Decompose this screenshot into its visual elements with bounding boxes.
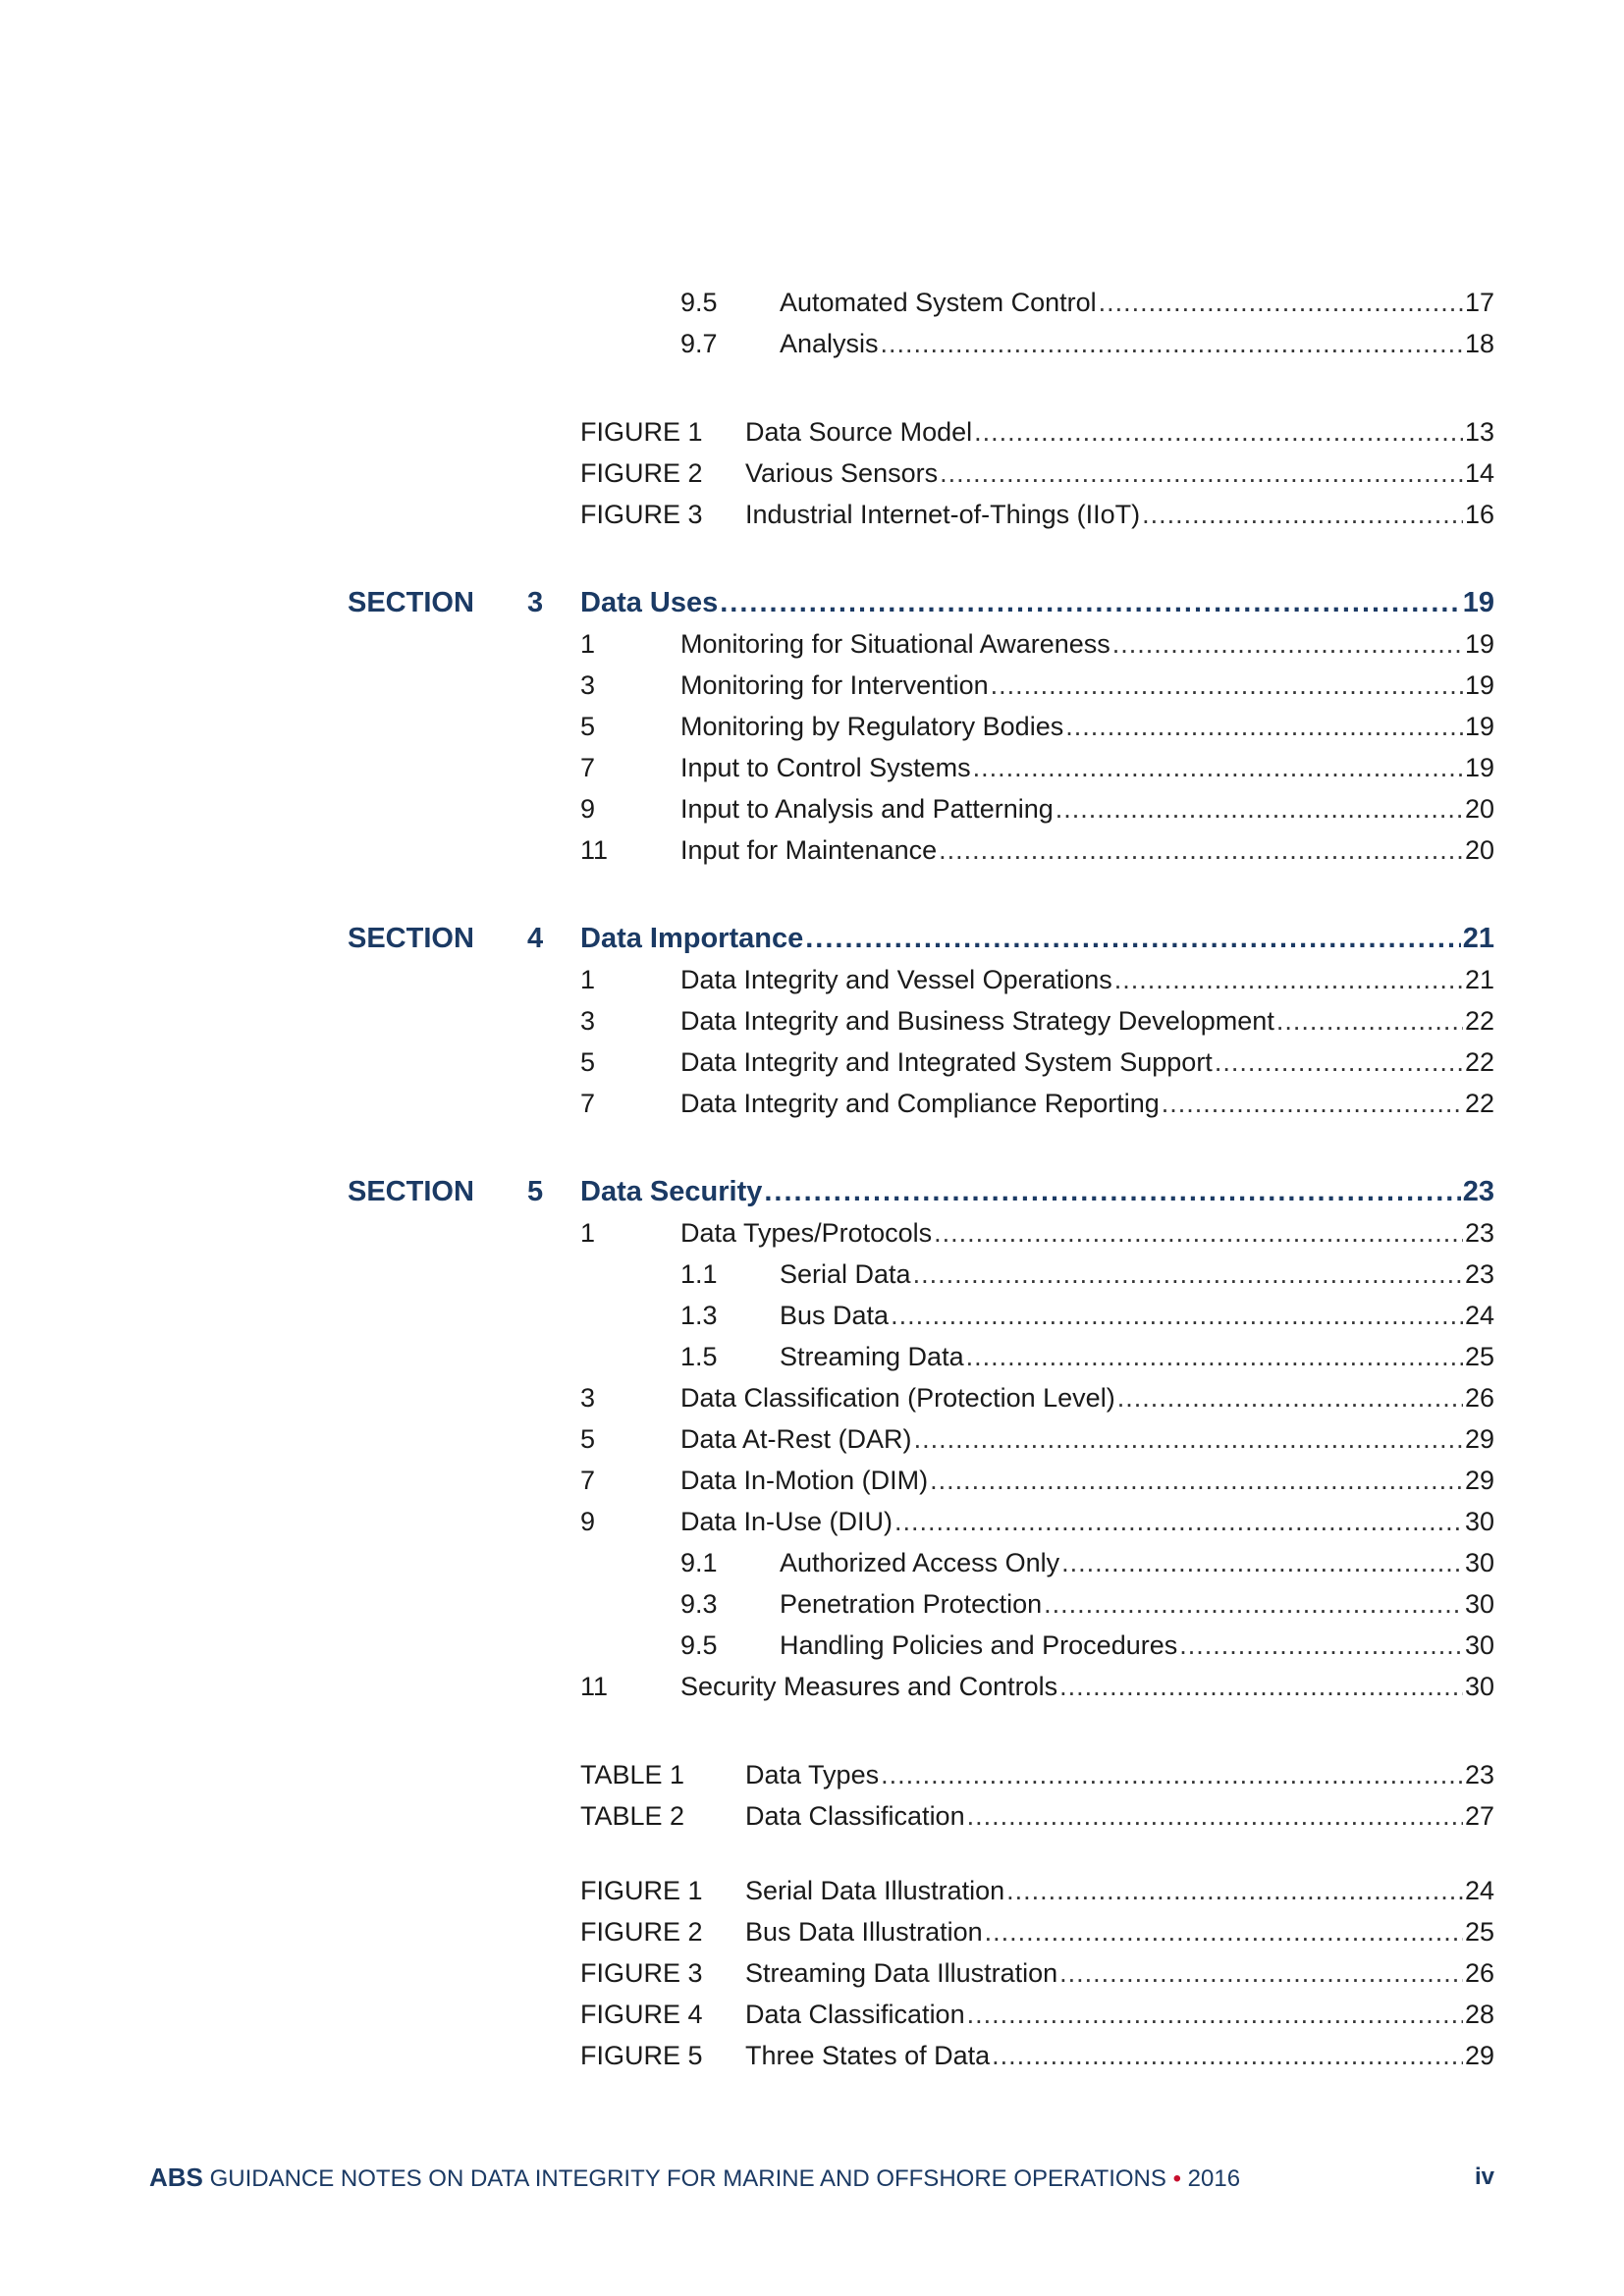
entry-title: Monitoring for Intervention: [680, 670, 989, 700]
entry-title: Data Classification (Protection Level): [680, 1383, 1115, 1413]
dot-leader: [1065, 707, 1463, 746]
entry-title: Streaming Data: [780, 1342, 964, 1371]
entry-number: FIGURE 3: [580, 500, 703, 529]
entry-number: 5: [580, 712, 596, 741]
dot-leader: [1112, 624, 1463, 664]
entry-title: Data Security: [580, 1176, 763, 1207]
dot-leader: [805, 919, 1461, 958]
entry-title: Handling Policies and Procedures: [780, 1630, 1178, 1660]
entry-link[interactable]: [745, 1995, 1494, 2034]
toc-entry-row: [0, 1667, 1624, 1706]
entry-title: Various Sensors: [745, 458, 939, 488]
entry-link[interactable]: [580, 583, 1494, 622]
dot-leader: [1142, 495, 1463, 534]
entry-link[interactable]: [680, 1667, 1494, 1706]
entry-page: 24: [1464, 1301, 1494, 1330]
entry-link[interactable]: [780, 1296, 1494, 1335]
dot-leader: [1117, 1378, 1463, 1417]
dot-leader: [720, 583, 1460, 622]
entry-link[interactable]: [745, 495, 1494, 534]
entry-page: 30: [1464, 1548, 1494, 1577]
toc-entry-row: [0, 1461, 1624, 1500]
toc-figure-row: [0, 1871, 1624, 1910]
entry-number: 11: [580, 835, 609, 865]
toc-entry-row: [0, 324, 1624, 363]
toc-figure-row: [0, 1912, 1624, 1951]
dot-leader: [891, 1296, 1463, 1335]
dot-leader: [764, 1172, 1460, 1211]
toc-section-row: [0, 919, 1624, 958]
entry-title: Data Source Model: [745, 417, 973, 447]
dot-leader: [985, 1912, 1463, 1951]
entry-page: 24: [1464, 1876, 1494, 1905]
dot-leader: [1044, 1584, 1463, 1624]
toc-entry-row: [0, 1337, 1624, 1376]
entry-link[interactable]: [780, 1626, 1494, 1665]
entry-link[interactable]: [680, 1378, 1494, 1417]
toc-entry-row: [0, 1378, 1624, 1417]
entry-link[interactable]: [680, 707, 1494, 746]
entry-number: 9.5: [680, 1630, 718, 1660]
dot-leader: [1114, 960, 1463, 999]
entry-number: FIGURE 1: [580, 1876, 703, 1905]
entry-number: FIGURE 1: [580, 417, 703, 447]
dot-leader: [913, 1255, 1463, 1294]
dot-leader: [940, 454, 1463, 493]
entry-title: Data Importance: [580, 923, 804, 954]
entry-title: Data Classification: [745, 2000, 965, 2029]
dot-leader: [1061, 1543, 1463, 1582]
entry-title: Data Types/Protocols: [680, 1218, 933, 1248]
entry-page: 30: [1464, 1630, 1494, 1660]
entry-number: 1: [580, 1218, 596, 1248]
entry-title: Streaming Data Illustration: [745, 1958, 1058, 1988]
entry-link[interactable]: [780, 1584, 1494, 1624]
section-label: SECTION: [348, 587, 474, 618]
toc-entry-row: [0, 1584, 1624, 1624]
dot-leader: [1162, 1084, 1463, 1123]
page-footer: [149, 2158, 1494, 2197]
entry-page: 19: [1462, 587, 1494, 618]
entry-number: 4: [527, 923, 544, 954]
entry-link[interactable]: [680, 1084, 1494, 1123]
entry-title: Monitoring by Regulatory Bodies: [680, 712, 1064, 741]
section-label: SECTION: [348, 1176, 474, 1207]
entry-link[interactable]: [745, 2036, 1494, 2075]
entry-title: Penetration Protection: [780, 1589, 1043, 1619]
entry-page: 25: [1464, 1917, 1494, 1947]
entry-link[interactable]: [680, 1042, 1494, 1082]
entry-link[interactable]: [680, 789, 1494, 828]
entry-number: 9.1: [680, 1548, 718, 1577]
entry-number: FIGURE 4: [580, 2000, 703, 2029]
entry-page: 26: [1464, 1383, 1494, 1413]
dot-leader: [1059, 1953, 1463, 1993]
entry-page: 23: [1462, 1176, 1494, 1207]
entry-page: 21: [1464, 965, 1494, 994]
dot-leader: [934, 1213, 1463, 1253]
dot-leader: [881, 1755, 1463, 1794]
footer-title: GUIDANCE NOTES ON DATA INTEGRITY FOR MARINE AND OFFSHORE OPERATIONS: [209, 2165, 1166, 2192]
toc-entry-row: [0, 1042, 1624, 1082]
entry-number: FIGURE 3: [580, 1958, 703, 1988]
dot-leader: [1056, 789, 1463, 828]
dot-leader: [974, 412, 1463, 452]
dot-leader: [939, 830, 1463, 870]
section-label: SECTION: [348, 923, 474, 954]
dot-leader: [930, 1461, 1463, 1500]
entry-page: 28: [1464, 2000, 1494, 2029]
toc-figure-row: [0, 1755, 1624, 1794]
dot-leader: [1059, 1667, 1463, 1706]
entry-number: 1.3: [680, 1301, 718, 1330]
entry-page: 22: [1464, 1089, 1494, 1118]
entry-title: Input for Maintenance: [680, 835, 938, 865]
dot-leader: [914, 1419, 1463, 1459]
toc-figure-row: [0, 2036, 1624, 2075]
entry-number: 1.5: [680, 1342, 718, 1371]
toc-entry-row: [0, 707, 1624, 746]
entry-title: Input to Analysis and Patterning: [680, 794, 1054, 824]
toc-entry-row: [0, 283, 1624, 322]
toc-entry-row: [0, 960, 1624, 999]
entry-title: Data Uses: [580, 587, 719, 618]
footer-page-number: iv: [1474, 2163, 1494, 2190]
toc-entry-row: [0, 1213, 1624, 1253]
entry-page: 29: [1464, 1466, 1494, 1495]
toc-entry-row: [0, 1626, 1624, 1665]
entry-number: 9.3: [680, 1589, 718, 1619]
toc-figure-row: [0, 412, 1624, 452]
toc-figure-row: [0, 1953, 1624, 1993]
entry-link[interactable]: [780, 1337, 1494, 1376]
dot-leader: [991, 666, 1463, 705]
entry-number: 7: [580, 1089, 596, 1118]
entry-page: 30: [1464, 1589, 1494, 1619]
entry-number: 1.1: [680, 1259, 718, 1289]
entry-link[interactable]: [745, 1953, 1494, 1993]
toc-entry-row: [0, 1084, 1624, 1123]
entry-number: 5: [580, 1047, 596, 1077]
dot-leader: [894, 1502, 1463, 1541]
entry-title: Industrial Internet-of-Things (IIoT): [745, 500, 1141, 529]
entry-title: Data Classification: [745, 1801, 965, 1831]
entry-number: TABLE 2: [580, 1801, 685, 1831]
toc-entry-row: [0, 1001, 1624, 1041]
footer-brand: ABS: [149, 2163, 203, 2192]
entry-title: Data In-Use (DIU): [680, 1507, 893, 1536]
entry-page: 30: [1464, 1672, 1494, 1701]
entry-title: Monitoring for Situational Awareness: [680, 629, 1110, 659]
entry-page: 22: [1464, 1047, 1494, 1077]
entry-page: 20: [1464, 794, 1494, 824]
entry-link[interactable]: [780, 1543, 1494, 1582]
entry-link[interactable]: [680, 1419, 1494, 1459]
toc-entry-row: [0, 1255, 1624, 1294]
entry-title: Data Integrity and Compliance Reporting: [680, 1089, 1160, 1118]
entry-page: 23: [1464, 1259, 1494, 1289]
entry-title: Serial Data Illustration: [745, 1876, 1005, 1905]
entry-number: 5: [527, 1176, 544, 1207]
entry-title: Input to Control Systems: [680, 753, 971, 782]
entry-page: 22: [1464, 1006, 1494, 1036]
entry-page: 18: [1464, 329, 1494, 358]
toc-section-row: [0, 1172, 1624, 1211]
entry-title: Data Integrity and Business Strategy Development: [680, 1006, 1274, 1036]
entry-page: 26: [1464, 1958, 1494, 1988]
entry-page: 19: [1464, 712, 1494, 741]
entry-number: FIGURE 2: [580, 458, 703, 488]
toc-entry-row: [0, 666, 1624, 705]
entry-link[interactable]: [580, 1172, 1494, 1211]
entry-title: Analysis: [780, 329, 879, 358]
entry-number: 1: [580, 629, 596, 659]
entry-number: 3: [580, 670, 596, 700]
toc-entry-row: [0, 1419, 1624, 1459]
toc-figure-row: [0, 1796, 1624, 1836]
entry-page: 19: [1464, 753, 1494, 782]
entry-number: 3: [580, 1006, 596, 1036]
entry-link[interactable]: [780, 1255, 1494, 1294]
toc-entry-row: [0, 1502, 1624, 1541]
entry-number: TABLE 1: [580, 1760, 685, 1789]
entry-link[interactable]: [680, 1502, 1494, 1541]
entry-title: Bus Data: [780, 1301, 890, 1330]
entry-link[interactable]: [680, 1213, 1494, 1253]
entry-page: 17: [1464, 288, 1494, 317]
entry-number: FIGURE 2: [580, 1917, 703, 1947]
entry-page: 29: [1464, 2041, 1494, 2070]
entry-title: Data Types: [745, 1760, 880, 1789]
entry-number: 3: [527, 587, 544, 618]
entry-link[interactable]: [680, 1001, 1494, 1041]
entry-page: 19: [1464, 670, 1494, 700]
entry-number: 9: [580, 794, 596, 824]
dot-leader: [967, 1995, 1463, 2034]
entry-title: Bus Data Illustration: [745, 1917, 983, 1947]
dot-leader: [1276, 1001, 1463, 1041]
entry-link[interactable]: [780, 324, 1494, 363]
dot-leader: [973, 748, 1463, 787]
entry-link[interactable]: [680, 748, 1494, 787]
entry-page: 16: [1464, 500, 1494, 529]
entry-title: Security Measures and Controls: [680, 1672, 1058, 1701]
toc-entry-row: [0, 789, 1624, 828]
entry-page: 30: [1464, 1507, 1494, 1536]
entry-page: 14: [1464, 458, 1494, 488]
toc-entry-row: [0, 1296, 1624, 1335]
entry-link[interactable]: [680, 830, 1494, 870]
dot-leader: [992, 2036, 1463, 2075]
entry-link[interactable]: [780, 283, 1494, 322]
entry-number: 1: [580, 965, 596, 994]
entry-link[interactable]: [680, 1461, 1494, 1500]
dot-leader: [1099, 283, 1463, 322]
footer-bullet: •: [1172, 2165, 1181, 2192]
dot-leader: [966, 1337, 1463, 1376]
entry-number: 9.5: [680, 288, 718, 317]
entry-number: 7: [580, 1466, 596, 1495]
entry-number: 7: [580, 753, 596, 782]
entry-number: 9.7: [680, 329, 718, 358]
entry-link[interactable]: [745, 454, 1494, 493]
entry-number: 11: [580, 1672, 609, 1701]
entry-title: Authorized Access Only: [780, 1548, 1060, 1577]
dot-leader: [1006, 1871, 1463, 1910]
entry-link[interactable]: [745, 1796, 1494, 1836]
toc-figure-row: [0, 454, 1624, 493]
entry-number: FIGURE 5: [580, 2041, 703, 2070]
entry-title: Serial Data: [780, 1259, 911, 1289]
entry-title: Data Integrity and Integrated System Support: [680, 1047, 1213, 1077]
entry-title: Data Integrity and Vessel Operations: [680, 965, 1112, 994]
toc-entry-row: [0, 624, 1624, 664]
entry-page: 23: [1464, 1218, 1494, 1248]
toc-section-row: [0, 583, 1624, 622]
footer-year: 2016: [1187, 2165, 1241, 2192]
toc-entry-row: [0, 830, 1624, 870]
entry-link[interactable]: [745, 1871, 1494, 1910]
entry-link[interactable]: [745, 1755, 1494, 1794]
dot-leader: [1215, 1042, 1463, 1082]
entry-link[interactable]: [745, 412, 1494, 452]
toc-entry-row: [0, 1543, 1624, 1582]
entry-link[interactable]: [580, 919, 1494, 958]
entry-page: 25: [1464, 1342, 1494, 1371]
entry-page: 19: [1464, 629, 1494, 659]
entry-page: 20: [1464, 835, 1494, 865]
toc-entry-row: [0, 748, 1624, 787]
dot-leader: [1179, 1626, 1463, 1665]
entry-page: 27: [1464, 1801, 1494, 1831]
toc-figure-row: [0, 495, 1624, 534]
entry-page: 21: [1462, 923, 1494, 954]
entry-number: 3: [580, 1383, 596, 1413]
dot-leader: [881, 324, 1463, 363]
entry-link[interactable]: [745, 1912, 1494, 1951]
entry-link[interactable]: [680, 666, 1494, 705]
entry-number: 5: [580, 1424, 596, 1454]
entry-page: 13: [1464, 417, 1494, 447]
entry-page: 29: [1464, 1424, 1494, 1454]
entry-link[interactable]: [680, 960, 1494, 999]
entry-title: Data At-Rest (DAR): [680, 1424, 912, 1454]
entry-title: Data In-Motion (DIM): [680, 1466, 929, 1495]
entry-title: Automated System Control: [780, 288, 1097, 317]
entry-number: 9: [580, 1507, 596, 1536]
entry-title: Three States of Data: [745, 2041, 991, 2070]
dot-leader: [967, 1796, 1463, 1836]
entry-page: 23: [1464, 1760, 1494, 1789]
toc-figure-row: [0, 1995, 1624, 2034]
entry-link[interactable]: [680, 624, 1494, 664]
